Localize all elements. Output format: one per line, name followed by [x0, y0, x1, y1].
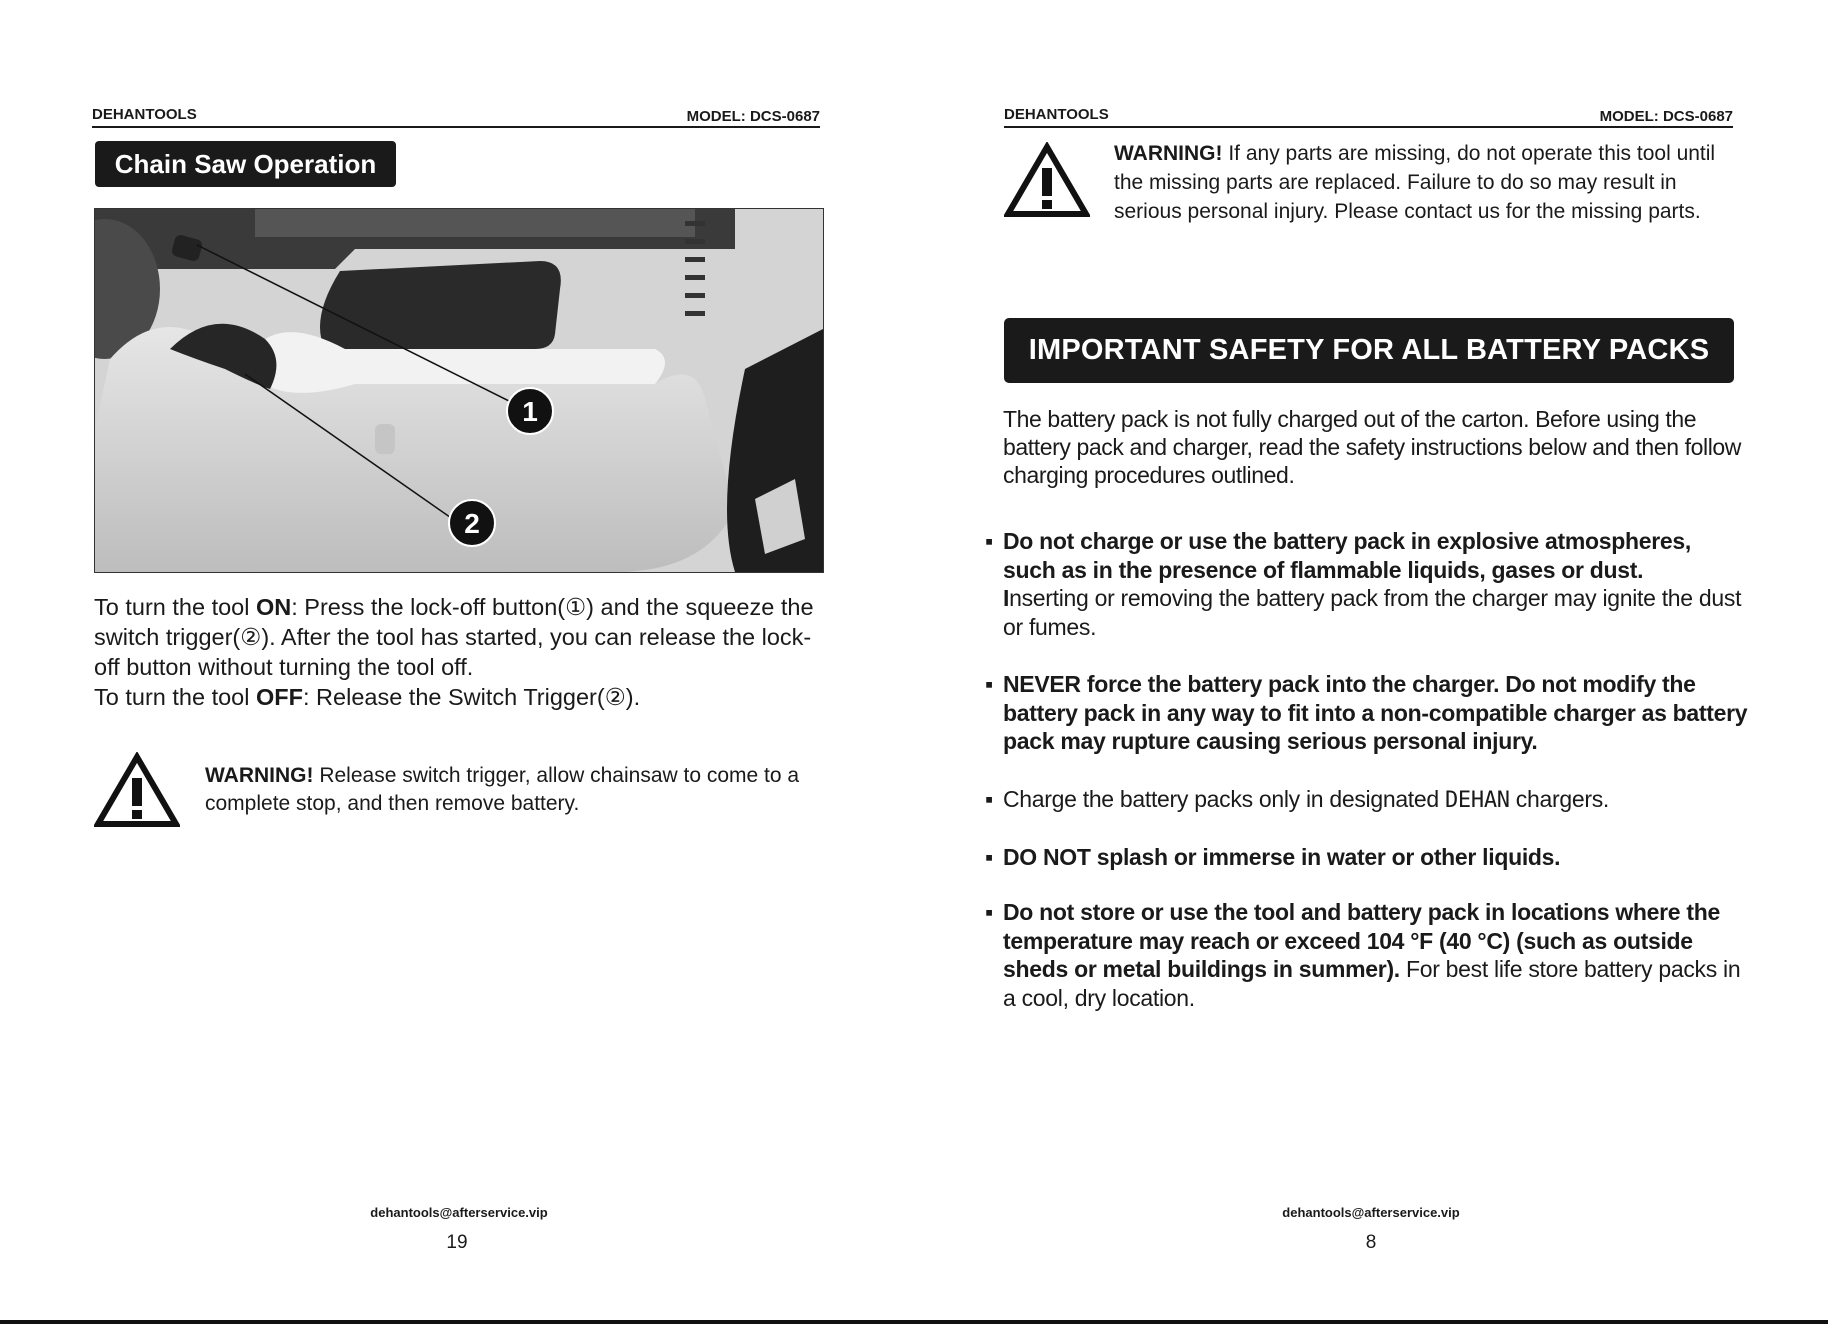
- warning-label: WARNING!: [205, 764, 314, 787]
- chainsaw-handle-photo: [94, 208, 824, 573]
- intro-paragraph: The battery pack is not fully charged out of the carton. Before using the battery pack and charger, read the safety instructions below and then follow charging procedures outlined.: [1003, 406, 1742, 488]
- brand-name: DEHANTOOLS: [1004, 106, 1109, 123]
- footer-email: dehantools@afterservice.vip: [370, 1205, 548, 1220]
- svg-text:2: 2: [464, 508, 480, 539]
- page-header: [1004, 104, 1733, 128]
- footer-email: dehantools@afterservice.vip: [1282, 1205, 1460, 1220]
- bullet-temperature: ▪ Do not store or use the tool and battery pack in locations where the temperature may reach or exceed 104 °F (40 °C) (such as outside sheds or metal buildings in summer). For best life store battery packs in a cool, dry location.: [985, 899, 1741, 1011]
- chainsaw-handle-illustration: [95, 209, 823, 572]
- page-header: [92, 104, 820, 128]
- brand-name: DEHANTOOLS: [92, 106, 197, 123]
- callout-1: [507, 388, 553, 434]
- bullet-never-force: ▪ NEVER force the battery pack into the charger. Do not modify the battery pack in any way to fit into a non-compatible charger as battery pack may rupture causing serious personal injury.: [985, 671, 1748, 754]
- model-number: MODEL: DCS-0687: [686, 108, 820, 125]
- warning-triangle-icon: [1004, 142, 1090, 225]
- svg-text:1: 1: [522, 396, 538, 427]
- section-title: Chain Saw Operation: [95, 141, 396, 187]
- brand-mark: DEHAN: [1444, 788, 1510, 813]
- page-number: 19: [446, 1232, 468, 1253]
- warning-text: WARNING! Release switch trigger, allow chainsaw to come to a complete stop, and then remove battery.: [205, 764, 800, 815]
- safety-banner: IMPORTANT SAFETY FOR ALL BATTERY PACKS: [1004, 318, 1734, 383]
- bullet-explosive-atmospheres: ▪ Do not charge or use the battery pack in explosive atmospheres, such as in the presence of flammable liquids, gases or dust. Inserting or removing the battery pack from the charger may ignite the dust or fumes.: [985, 528, 1742, 640]
- bullet-designated-chargers: ▪ Charge the battery packs only in designated DEHAN chargers.: [985, 786, 1609, 813]
- bottom-border: [0, 1320, 1828, 1324]
- right-page: [914, 0, 1828, 1324]
- turn-off-instruction: To turn the tool OFF: Release the Switch Trigger(②).: [94, 684, 641, 710]
- warning-text: WARNING! If any parts are missing, do not operate this tool until the missing parts are replaced. Failure to do so may result in serious personal injury. Please contact us for the missing parts.: [1114, 142, 1716, 223]
- model-number: MODEL: DCS-0687: [1599, 108, 1733, 125]
- operation-instructions: [94, 592, 834, 712]
- warning-label: WARNING!: [1114, 142, 1223, 165]
- warning-triangle-icon: [94, 752, 180, 835]
- callout-2: [449, 500, 495, 546]
- bullet-no-water: ▪ DO NOT splash or immerse in water or other liquids.: [985, 844, 1561, 870]
- turn-on-instruction: To turn the tool ON: Press the lock-off button(①) and the squeeze the switch trigger(②). After the tool has started, you can release the lock-off button without turning the tool off.: [94, 594, 814, 680]
- page-number: 8: [1365, 1232, 1377, 1253]
